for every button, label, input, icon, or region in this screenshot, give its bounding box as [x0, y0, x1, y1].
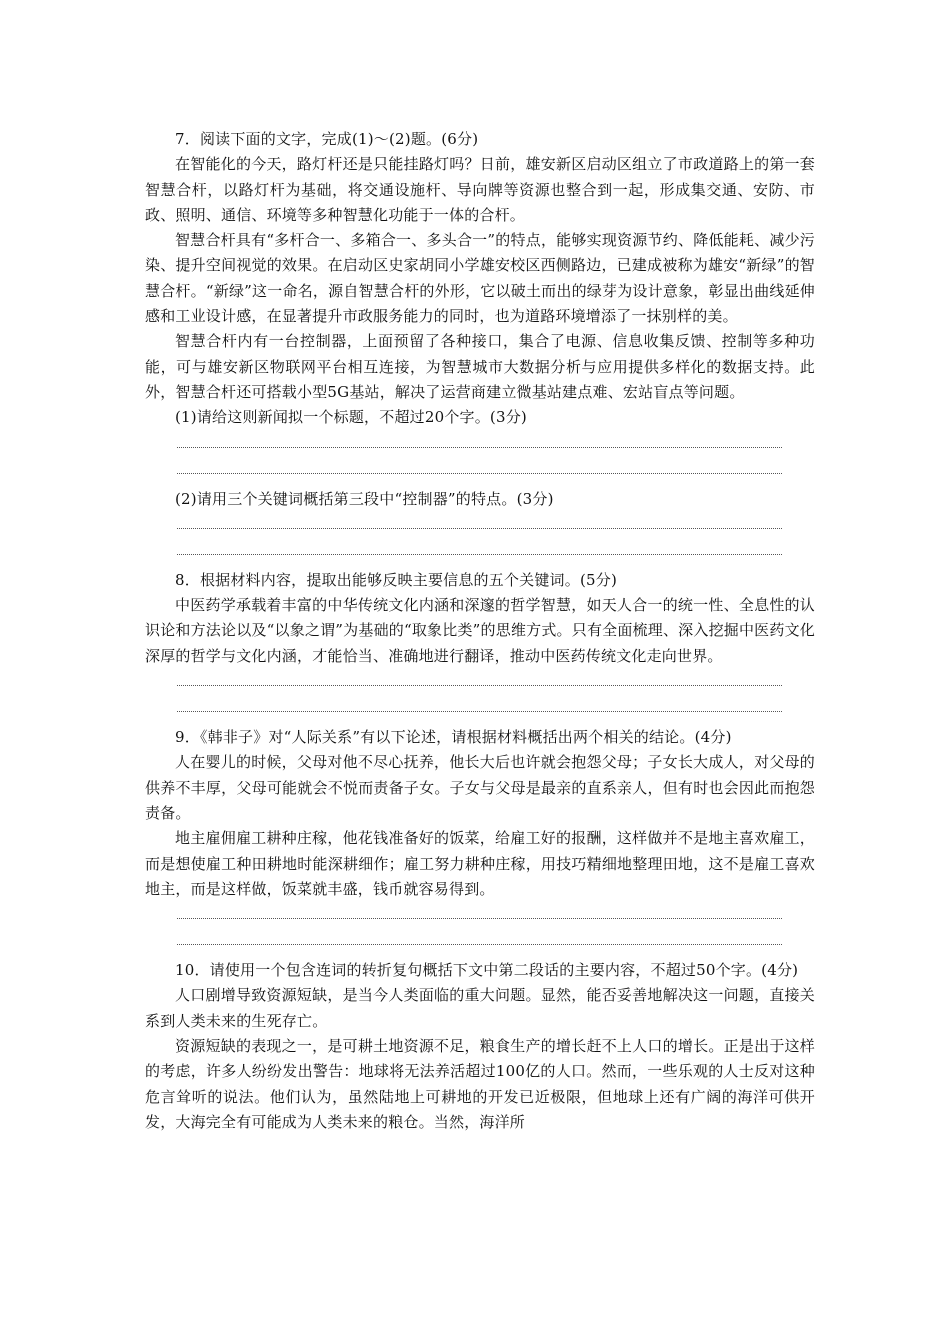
- question-10-paragraph-2: 资源短缺的表现之一，是可耕土地资源不足，粮食生产的增长赶不上人口的增长。正是出于这样的考虑，许多人纷纷发出警告：地球将无法养活超过100亿的人口。然而，一些乐观的人士反对这种危言耸听的说法。他们认为，虽然陆地上可耕地的开发已近极限，但地球上还有广阔的海洋可供开发，大海完全有可能成为人类未来的粮仓。当然，海洋所: [145, 1037, 815, 1131]
- question-10-paragraph-1: 人口剧增导致资源短缺，是当今人类面临的重大问题。显然，能否妥善地解决这一问题，直接关系到人类未来的生死存亡。: [145, 986, 815, 1030]
- question-8: [145, 568, 815, 712]
- question-9-heading: 9．《韩非子》对“人际关系”有以下论述，请根据材料概括出两个相关的结论。(4分): [175, 728, 732, 747]
- answer-line[interactable]: [177, 516, 782, 529]
- question-7-paragraph-3: 智慧合杆内有一台控制器，上面预留了各种接口，集合了电源、信息收集反馈、控制等多种功能，可与雄安新区物联网平台相互连接，为智慧城市大数据分析与应用提供多样化的数据支持。此外，智慧合杆还可搭载小型5G基站，解决了运营商建立微基站建点难、宏站盲点等问题。: [145, 332, 815, 401]
- question-10-heading: 10．请使用一个包含连词的转折复句概括下文中第二段话的主要内容，不超过50个字。(4分): [175, 961, 799, 980]
- answer-line[interactable]: [177, 932, 782, 945]
- answer-line[interactable]: [177, 542, 782, 555]
- question-9-paragraph-1: 人在婴儿的时候，父母对他不尽心抚养，他长大后也许就会抱怨父母；子女长大成人，对父母的供养不丰厚，父母可能就会不悦而责备子女。子女与父母是最亲的直系亲人，但有时也会因此而抱怨责备。: [145, 753, 815, 822]
- question-7-paragraph-2: 智慧合杆具有“多杆合一、多箱合一、多头合一”的特点，能够实现资源节约、降低能耗、减少污染、提升空间视觉的效果。在启动区史家胡同小学雄安校区西侧路边，已建成被称为雄安“新绿”的智慧合杆。“新绿”这一命名，源自智慧合杆的外形，它以破土而出的绿芽为设计意象，彰显出曲线延伸感和工业设计感，在显著提升市政服务能力的同时，也为道路环境增添了一抹别样的美。: [145, 231, 815, 326]
- answer-line[interactable]: [177, 699, 782, 712]
- question-7-subquestion-1: (1)请给这则新闻拟一个标题，不超过20个字。(3分): [175, 408, 527, 427]
- question-8-heading: 8．根据材料内容，提取出能够反映主要信息的五个关键词。(5分): [175, 570, 617, 589]
- answer-line[interactable]: [177, 435, 782, 448]
- answer-line[interactable]: [177, 673, 782, 686]
- worksheet-page: [145, 127, 815, 1135]
- question-7-heading: 7．阅读下面的文字，完成(1)～(2)题。(6分): [175, 130, 479, 148]
- question-7: [145, 127, 815, 555]
- question-8-paragraph-1: 中医药学承载着丰富的中华传统文化内涵和深邃的哲学智慧，如天人合一的统一性、全息性的认识论和方法论以及“以象之谓”为基础的“取象比类”的思维方式。只有全面梳理、深入挖掘中医药文化深厚的哲学与文化内涵，才能恰当、准确地进行翻译，推动中医药传统文化走向世界。: [145, 596, 815, 665]
- question-7-subquestion-2: (2)请用三个关键词概括第三段中“控制器”的特点。(3分): [175, 489, 554, 508]
- question-10: [145, 958, 815, 1135]
- answer-line[interactable]: [177, 461, 782, 474]
- question-9: [145, 725, 815, 945]
- question-7-paragraph-1: 在智能化的今天，路灯杆还是只能挂路灯吗？日前，雄安新区启动区组立了市政道路上的第一套智慧合杆，以路灯杆为基础，将交通设施杆、导向牌等资源也整合到一起，形成集交通、安防、市政、照明、通信、环境等多种智慧化功能于一体的合杆。: [145, 155, 815, 224]
- answer-line[interactable]: [177, 906, 782, 919]
- question-9-paragraph-2: 地主雇佣雇工耕种庄稼，他花钱准备好的饭菜，给雇工好的报酬，这样做并不是地主喜欢雇工，而是想使雇工种田耕地时能深耕细作；雇工努力耕种庄稼，用技巧精细地整理田地，这不是雇工喜欢地主，而是这样做，饭菜就丰盛，钱币就容易得到。: [145, 829, 815, 898]
